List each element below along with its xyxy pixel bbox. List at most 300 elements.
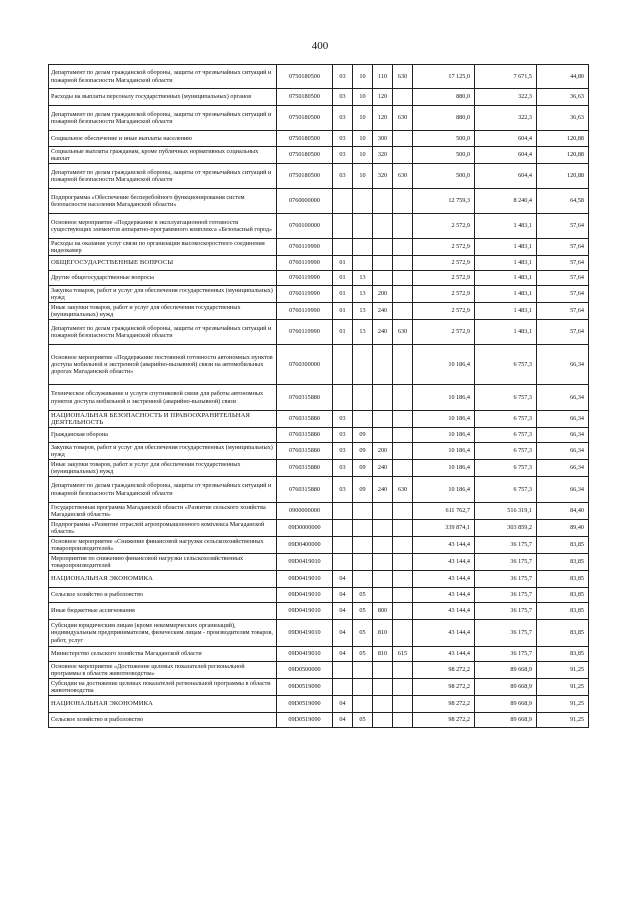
table-row [49,647,589,662]
cell-manager-code [393,537,413,554]
cell-name: Субсидии юридическим лицам (кроме некоммерческих организаций), индивидуальным предпринимателям, физическим лицам - производителям товаров, работ, услуг [49,620,277,647]
cell-subsection: 05 [353,603,373,620]
cell-target-code: 09D0519090 [277,696,333,713]
cell-expense-type [373,571,393,588]
cell-section [333,385,353,411]
cell-planned-amount: 880,0 [413,106,475,131]
cell-executed-amount: 1 483,1 [475,256,537,271]
cell-target-code: 0760119990 [277,256,333,271]
cell-percent: 83,85 [537,588,589,603]
cell-percent: 44,80 [537,65,589,89]
cell-section: 03 [333,428,353,443]
cell-planned-amount: 10 186,4 [413,477,475,503]
cell-expense-type [373,345,393,385]
cell-target-code: 0900000000 [277,503,333,520]
cell-section [333,679,353,696]
cell-name: Департамент по делам гражданской обороны, защиты от чрезвычайных ситуаций и пожарной безопасности Магаданской области [49,164,277,189]
cell-expense-type: 810 [373,620,393,647]
cell-target-code: 0750180500 [277,131,333,147]
cell-target-code: 0760100000 [277,214,333,239]
cell-executed-amount: 322,3 [475,106,537,131]
cell-executed-amount: 1 483,1 [475,271,537,286]
cell-name: Департамент по делам гражданской обороны, защиты от чрезвычайных ситуаций и пожарной безопасности Магаданской области [49,65,277,89]
cell-planned-amount: 339 874,1 [413,520,475,537]
cell-subsection: 05 [353,713,373,728]
cell-executed-amount: 322,3 [475,89,537,106]
cell-name: Департамент по делам гражданской обороны, защиты от чрезвычайных ситуаций и пожарной безопасности Магаданской области [49,106,277,131]
cell-target-code: 09D0400000 [277,537,333,554]
cell-subsection [353,679,373,696]
cell-target-code: 09D0519090 [277,679,333,696]
cell-percent: 66,34 [537,477,589,503]
cell-name: Гражданская оборона [49,428,277,443]
cell-manager-code [393,239,413,256]
table-row [49,460,589,477]
cell-manager-code [393,662,413,679]
cell-planned-amount: 98 272,2 [413,696,475,713]
cell-subsection: 13 [353,286,373,303]
cell-name: НАЦИОНАЛЬНАЯ БЕЗОПАСНОСТЬ И ПРАВООХРАНИТЕЛЬНАЯ ДЕЯТЕЛЬНОСТЬ [49,411,277,428]
cell-expense-type [373,239,393,256]
cell-expense-type: 240 [373,303,393,320]
cell-section: 04 [333,588,353,603]
cell-executed-amount: 1 483,1 [475,303,537,320]
cell-planned-amount: 43 144,4 [413,603,475,620]
cell-subsection [353,520,373,537]
cell-manager-code: 630 [393,106,413,131]
cell-executed-amount: 1 483,1 [475,320,537,345]
cell-manager-code [393,520,413,537]
cell-manager-code [393,89,413,106]
table-row [49,713,589,728]
cell-expense-type [373,696,393,713]
cell-percent: 57,64 [537,239,589,256]
cell-expense-type: 320 [373,164,393,189]
table-row [49,443,589,460]
cell-target-code: 0760300000 [277,345,333,385]
cell-planned-amount: 10 186,4 [413,345,475,385]
cell-manager-code [393,131,413,147]
cell-executed-amount: 36 175,7 [475,588,537,603]
cell-subsection: 09 [353,477,373,503]
table-row [49,411,589,428]
cell-percent: 57,64 [537,320,589,345]
cell-percent: 120,88 [537,164,589,189]
table-row [49,620,589,647]
cell-target-code: 0760315880 [277,428,333,443]
cell-target-code: 09D0500000 [277,662,333,679]
cell-expense-type: 200 [373,286,393,303]
cell-planned-amount: 2 572,9 [413,239,475,256]
cell-subsection [353,189,373,214]
cell-subsection [353,571,373,588]
cell-executed-amount: 7 671,5 [475,65,537,89]
cell-name: Основное мероприятие «Снижение финансовой нагрузки сельскохозяйственных товаропроизводителей» [49,537,277,554]
cell-subsection: 10 [353,65,373,89]
cell-executed-amount: 6 757,3 [475,443,537,460]
table-row [49,588,589,603]
cell-name: Расходы на оказание услуг связи по организации высокоскоростного соединения видеокамер [49,239,277,256]
cell-manager-code [393,460,413,477]
cell-target-code: 0760000000 [277,189,333,214]
cell-target-code: 09D0419010 [277,620,333,647]
cell-subsection [353,385,373,411]
cell-expense-type [373,554,393,571]
cell-name: Закупка товаров, работ и услуг для обеспечения государственных (муниципальных) нужд [49,286,277,303]
cell-expense-type: 240 [373,477,393,503]
cell-target-code: 0760119990 [277,239,333,256]
cell-section [333,239,353,256]
cell-subsection: 13 [353,303,373,320]
cell-section: 04 [333,603,353,620]
cell-manager-code [393,679,413,696]
cell-executed-amount: 36 175,7 [475,554,537,571]
cell-section: 03 [333,89,353,106]
cell-target-code: 0760119990 [277,286,333,303]
cell-manager-code [393,603,413,620]
cell-target-code: 0750180500 [277,65,333,89]
cell-name: Основное мероприятие «Поддержание постоянной готовности автономных пунктов доступа мобильной и экстренной (аварийно-вызывной) связи на автомобильных дорогах Магаданской области» [49,345,277,385]
cell-subsection: 10 [353,89,373,106]
cell-percent: 83,85 [537,537,589,554]
cell-manager-code [393,189,413,214]
table-row [49,385,589,411]
cell-planned-amount: 2 572,9 [413,214,475,239]
cell-planned-amount: 2 572,9 [413,303,475,320]
cell-percent: 83,85 [537,603,589,620]
cell-percent: 83,85 [537,647,589,662]
cell-expense-type [373,537,393,554]
cell-manager-code [393,571,413,588]
cell-percent: 66,34 [537,411,589,428]
cell-subsection: 13 [353,320,373,345]
cell-executed-amount: 89 668,9 [475,696,537,713]
cell-section [333,503,353,520]
cell-section [333,214,353,239]
table-row [49,571,589,588]
cell-target-code: 0760315880 [277,460,333,477]
cell-percent: 120,88 [537,131,589,147]
cell-executed-amount: 36 175,7 [475,647,537,662]
cell-name: Основное мероприятие «Поддержание в эксплуатационной готовности существующих элементов аппаратно-программного комплекса «Безопасный город» [49,214,277,239]
cell-subsection: 13 [353,271,373,286]
table-row [49,164,589,189]
cell-percent: 57,64 [537,214,589,239]
cell-percent: 64,58 [537,189,589,214]
cell-percent: 57,64 [537,286,589,303]
cell-manager-code [393,286,413,303]
cell-subsection [353,214,373,239]
cell-percent: 57,64 [537,303,589,320]
cell-expense-type [373,214,393,239]
cell-manager-code [393,303,413,320]
cell-section: 03 [333,131,353,147]
cell-planned-amount: 98 272,2 [413,662,475,679]
cell-subsection [353,503,373,520]
cell-name: Техническое обслуживание и услуги спутниковой связи для работы автономных пунктов доступа мобильной и экстренной (аварийно-вызывной) связи [49,385,277,411]
cell-section: 01 [333,256,353,271]
cell-section [333,537,353,554]
cell-name: Подпрограмма «Развитие отраслей агропромышленного комплекса Магаданской области» [49,520,277,537]
cell-planned-amount: 12 759,3 [413,189,475,214]
cell-target-code: 09D0419010 [277,603,333,620]
cell-name: Подпрограмма «Обеспечение бесперебойного функционирования систем безопасности населения Магаданской области» [49,189,277,214]
cell-manager-code [393,411,413,428]
cell-executed-amount: 1 483,1 [475,214,537,239]
cell-executed-amount: 89 668,9 [475,662,537,679]
cell-section [333,662,353,679]
cell-target-code: 0760315880 [277,477,333,503]
cell-executed-amount: 303 859,2 [475,520,537,537]
cell-subsection [353,554,373,571]
table-row [49,106,589,131]
cell-executed-amount: 604,4 [475,164,537,189]
cell-section: 03 [333,147,353,164]
cell-executed-amount: 6 757,3 [475,411,537,428]
cell-planned-amount: 10 186,4 [413,460,475,477]
cell-percent: 89,40 [537,520,589,537]
cell-expense-type: 300 [373,131,393,147]
cell-name: Мероприятия по снижению финансовой нагрузки сельскохозяйственных товаропроизводителей [49,554,277,571]
table-row [49,256,589,271]
cell-percent: 91,25 [537,679,589,696]
cell-section [333,345,353,385]
cell-manager-code [393,256,413,271]
cell-target-code: 0750180500 [277,147,333,164]
cell-target-code: 0760315880 [277,411,333,428]
table-row [49,503,589,520]
cell-planned-amount: 10 186,4 [413,411,475,428]
cell-executed-amount: 6 757,3 [475,477,537,503]
table-row [49,131,589,147]
cell-percent: 83,85 [537,620,589,647]
cell-percent: 91,25 [537,696,589,713]
cell-expense-type: 800 [373,603,393,620]
cell-planned-amount: 611 762,7 [413,503,475,520]
cell-section: 01 [333,271,353,286]
table-row [49,271,589,286]
table-row [49,320,589,345]
table-row [49,303,589,320]
page-number: 400 [311,40,329,52]
cell-section: 04 [333,571,353,588]
cell-executed-amount: 604,4 [475,147,537,164]
table-row [49,65,589,89]
table-body [49,65,589,728]
cell-manager-code [393,554,413,571]
cell-name: Иные закупки товаров, работ и услуг для обеспечения государственных (муниципальных) нужд [49,303,277,320]
cell-target-code: 0760119990 [277,320,333,345]
cell-manager-code [393,620,413,647]
cell-executed-amount: 6 757,3 [475,460,537,477]
cell-planned-amount: 43 144,4 [413,647,475,662]
table-row [49,286,589,303]
cell-section [333,520,353,537]
cell-name: Министерство сельского хозяйства Магаданской области [49,647,277,662]
cell-manager-code: 630 [393,477,413,503]
cell-name: Иные бюджетные ассигнования [49,603,277,620]
cell-manager-code [393,385,413,411]
table-row [49,89,589,106]
cell-expense-type [373,520,393,537]
table-row [49,189,589,214]
cell-expense-type: 110 [373,65,393,89]
cell-name: Субсидии на достижение целевых показателей региональной программы в области животноводства [49,679,277,696]
cell-target-code: 0750180500 [277,164,333,189]
cell-manager-code [393,503,413,520]
cell-subsection: 09 [353,428,373,443]
cell-planned-amount: 10 186,4 [413,443,475,460]
cell-planned-amount: 2 572,9 [413,286,475,303]
cell-subsection: 10 [353,147,373,164]
cell-planned-amount: 10 186,4 [413,428,475,443]
cell-target-code: 0760119990 [277,271,333,286]
table-row [49,477,589,503]
cell-name: ОБЩЕГОСУДАРСТВЕННЫЕ ВОПРОСЫ [49,256,277,271]
cell-executed-amount: 8 240,4 [475,189,537,214]
cell-subsection: 05 [353,647,373,662]
cell-percent: 83,85 [537,571,589,588]
cell-section: 01 [333,320,353,345]
cell-subsection: 09 [353,460,373,477]
cell-expense-type [373,189,393,214]
table-row [49,214,589,239]
cell-expense-type: 240 [373,320,393,345]
cell-name: Расходы на выплаты персоналу государственных (муниципальных) органов [49,89,277,106]
cell-expense-type: 200 [373,443,393,460]
cell-executed-amount: 6 757,3 [475,428,537,443]
cell-planned-amount: 500,0 [413,147,475,164]
cell-section: 04 [333,696,353,713]
table-row [49,537,589,554]
cell-planned-amount: 43 144,4 [413,571,475,588]
cell-percent: 91,25 [537,662,589,679]
cell-target-code: 0750180500 [277,106,333,131]
cell-planned-amount: 500,0 [413,131,475,147]
cell-subsection [353,239,373,256]
cell-planned-amount: 2 572,9 [413,256,475,271]
cell-expense-type [373,256,393,271]
cell-manager-code: 630 [393,65,413,89]
cell-manager-code [393,696,413,713]
cell-percent: 36,63 [537,106,589,131]
cell-subsection: 10 [353,131,373,147]
cell-section: 03 [333,460,353,477]
cell-name: Департамент по делам гражданской обороны, защиты от чрезвычайных ситуаций и пожарной безопасности Магаданской области [49,320,277,345]
cell-executed-amount: 36 175,7 [475,620,537,647]
cell-subsection: 05 [353,620,373,647]
cell-subsection: 10 [353,164,373,189]
cell-executed-amount: 89 668,9 [475,679,537,696]
cell-name: Социальные выплаты гражданам, кроме публичных нормативных социальных выплат [49,147,277,164]
cell-subsection: 10 [353,106,373,131]
cell-manager-code [393,428,413,443]
cell-percent: 66,34 [537,460,589,477]
cell-executed-amount: 1 483,1 [475,239,537,256]
cell-executed-amount: 36 175,7 [475,571,537,588]
cell-planned-amount: 43 144,4 [413,537,475,554]
cell-name: Другие общегосударственные вопросы [49,271,277,286]
cell-percent: 66,34 [537,443,589,460]
table-row [49,554,589,571]
cell-expense-type [373,385,393,411]
cell-percent: 66,34 [537,385,589,411]
cell-subsection [353,662,373,679]
cell-expense-type: 240 [373,460,393,477]
budget-table [48,64,589,728]
cell-target-code: 0750180500 [277,89,333,106]
cell-planned-amount: 2 572,9 [413,320,475,345]
cell-subsection [353,345,373,385]
cell-expense-type [373,503,393,520]
cell-target-code: 0760315880 [277,385,333,411]
table-row [49,679,589,696]
cell-expense-type [373,271,393,286]
cell-name: Сельское хозяйство и рыболовство [49,713,277,728]
table-row [49,662,589,679]
cell-section: 03 [333,164,353,189]
cell-section [333,189,353,214]
cell-name: Социальное обеспечение и иные выплаты населению [49,131,277,147]
cell-manager-code [393,588,413,603]
cell-expense-type [373,411,393,428]
table-row [49,520,589,537]
cell-section: 03 [333,65,353,89]
cell-target-code: 0760119990 [277,303,333,320]
cell-target-code: 09D0419010 [277,647,333,662]
cell-planned-amount: 43 144,4 [413,588,475,603]
cell-manager-code: 630 [393,164,413,189]
cell-percent: 83,85 [537,554,589,571]
cell-section: 01 [333,303,353,320]
cell-name: Сельское хозяйство и рыболовство [49,588,277,603]
cell-manager-code [393,345,413,385]
cell-planned-amount: 43 144,4 [413,554,475,571]
cell-name: Иные закупки товаров, работ и услуг для обеспечения государственных (муниципальных) нужд [49,460,277,477]
cell-expense-type [373,679,393,696]
cell-section: 01 [333,286,353,303]
cell-expense-type: 320 [373,147,393,164]
cell-planned-amount: 17 125,0 [413,65,475,89]
table-row [49,696,589,713]
cell-percent: 120,88 [537,147,589,164]
cell-manager-code [393,147,413,164]
cell-expense-type: 120 [373,89,393,106]
cell-name: Основное мероприятие «Достижение целевых показателей региональной программы в области животноводства» [49,662,277,679]
cell-target-code: 09D0419010 [277,554,333,571]
cell-manager-code: 615 [393,647,413,662]
cell-target-code: 09D0000000 [277,520,333,537]
cell-expense-type: 120 [373,106,393,131]
cell-target-code: 09D0419010 [277,588,333,603]
cell-planned-amount: 500,0 [413,164,475,189]
cell-planned-amount: 2 572,9 [413,271,475,286]
cell-section: 04 [333,713,353,728]
cell-expense-type [373,428,393,443]
cell-percent: 36,63 [537,89,589,106]
cell-percent: 57,64 [537,271,589,286]
cell-manager-code [393,713,413,728]
cell-percent: 66,34 [537,345,589,385]
cell-manager-code [393,443,413,460]
cell-section: 03 [333,411,353,428]
cell-name: Департамент по делам гражданской обороны, защиты от чрезвычайных ситуаций и пожарной безопасности Магаданской области [49,477,277,503]
cell-percent: 84,40 [537,503,589,520]
cell-section: 04 [333,620,353,647]
cell-subsection [353,537,373,554]
cell-name: Закупка товаров, работ и услуг для обеспечения государственных (муниципальных) нужд [49,443,277,460]
cell-planned-amount: 98 272,2 [413,713,475,728]
